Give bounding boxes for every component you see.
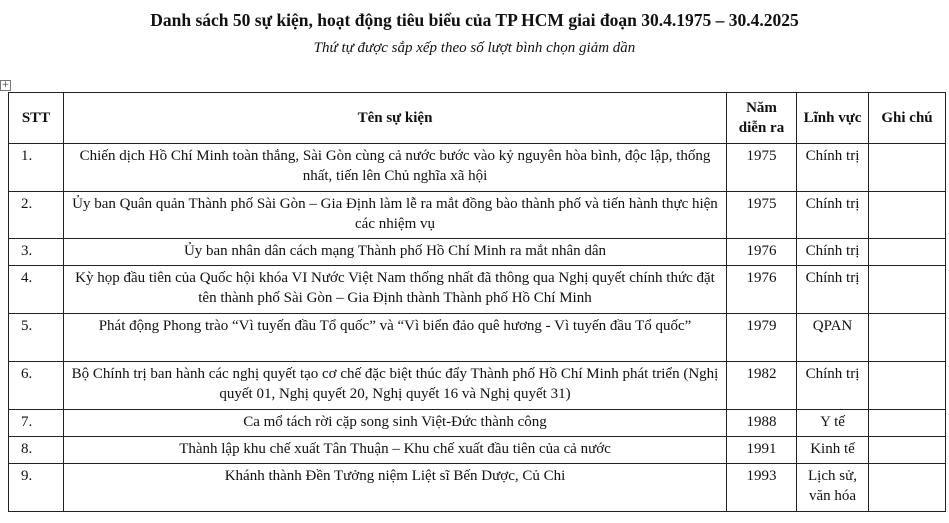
cell-stt: 4. <box>9 266 64 314</box>
cell-field: Chính trị <box>797 266 869 314</box>
table-row <box>9 192 946 239</box>
cell-year: 1975 <box>727 192 797 239</box>
table-row <box>9 362 946 410</box>
cell-note <box>869 192 946 239</box>
table-row <box>9 239 946 266</box>
cell-field: Y tế <box>797 410 869 437</box>
table-row <box>9 464 946 512</box>
cell-stt: 3. <box>9 239 64 266</box>
cell-event-name: Thành lập khu chế xuất Tân Thuận – Khu chế xuất đầu tiên của cả nước <box>64 437 727 464</box>
cell-year: 1991 <box>727 437 797 464</box>
header-stt: STT <box>9 93 64 144</box>
cell-note <box>869 410 946 437</box>
table-row <box>9 266 946 314</box>
header-field: Lĩnh vực <box>797 93 869 144</box>
cell-note <box>869 144 946 192</box>
header-event-name: Tên sự kiện <box>64 93 727 144</box>
cell-event-name: Kỳ họp đầu tiên của Quốc hội khóa VI Nước Việt Nam thống nhất đã thông qua Nghị quyết chính thức đặt tên thành phố Sài Gòn – Gia Định thành Thành phố Hồ Chí Minh <box>64 266 727 314</box>
cell-event-name: Phát động Phong trào “Vì tuyến đầu Tổ quốc” và “Vì biển đảo quê hương - Vì tuyến đầu Tổ quốc” <box>64 314 727 362</box>
cell-stt: 1. <box>9 144 64 192</box>
table-row <box>9 314 946 362</box>
cell-year: 1979 <box>727 314 797 362</box>
cell-year: 1976 <box>727 239 797 266</box>
cell-stt: 8. <box>9 437 64 464</box>
cell-stt: 2. <box>9 192 64 239</box>
cell-note <box>869 464 946 512</box>
cell-stt: 7. <box>9 410 64 437</box>
cell-event-name: Bộ Chính trị ban hành các nghị quyết tạo cơ chế đặc biệt thúc đẩy Thành phố Hồ Chí Minh phát triển (Nghị quyết 01, Nghị quyết 20, Nghị quyết 16 và Nghị quyết 31) <box>64 362 727 410</box>
cell-note <box>869 314 946 362</box>
cell-note <box>869 239 946 266</box>
cell-event-name: Ca mổ tách rời cặp song sinh Việt-Đức thành công <box>64 410 727 437</box>
cell-year: 1993 <box>727 464 797 512</box>
cell-year: 1975 <box>727 144 797 192</box>
cell-event-name: Khánh thành Đền Tưởng niệm Liệt sĩ Bến Dược, Củ Chi <box>64 464 727 512</box>
document-title: Danh sách 50 sự kiện, hoạt động tiêu biểu của TP HCM giai đoạn 30.4.1975 – 30.4.2025 <box>150 10 799 30</box>
cell-year: 1988 <box>727 410 797 437</box>
table-header-row <box>9 93 946 144</box>
cell-field: Chính trị <box>797 144 869 192</box>
table-move-handle-icon[interactable]: + <box>1 80 10 90</box>
header-year: Năm diễn ra <box>727 93 797 144</box>
table-row <box>9 410 946 437</box>
cell-event-name: Ủy ban nhân dân cách mạng Thành phố Hồ Chí Minh ra mắt nhân dân <box>64 239 727 266</box>
cell-event-name: Chiến dịch Hồ Chí Minh toàn thắng, Sài Gòn cùng cả nước bước vào kỷ nguyên hòa bình, độc lập, thống nhất, tiến lên Chủ nghĩa xã hội <box>64 144 727 192</box>
cell-field: Chính trị <box>797 192 869 239</box>
table-row <box>9 144 946 192</box>
events-table <box>8 92 946 512</box>
cell-field: Chính trị <box>797 362 869 410</box>
cell-stt: 6. <box>9 362 64 410</box>
cell-note <box>869 266 946 314</box>
document-subtitle: Thứ tự được sắp xếp theo số lượt bình chọn giảm dần <box>313 40 636 56</box>
cell-field: Chính trị <box>797 239 869 266</box>
cell-event-name: Ủy ban Quân quản Thành phố Sài Gòn – Gia Định làm lễ ra mắt đồng bào thành phố và tiến hành thực hiện các nhiệm vụ <box>64 192 727 239</box>
header-note: Ghi chú <box>869 93 946 144</box>
cell-stt: 9. <box>9 464 64 512</box>
cell-field: QPAN <box>797 314 869 362</box>
cell-year: 1976 <box>727 266 797 314</box>
cell-field: Lịch sử, văn hóa <box>797 464 869 512</box>
cell-field: Kinh tế <box>797 437 869 464</box>
cell-note <box>869 437 946 464</box>
cell-note <box>869 362 946 410</box>
table-row <box>9 437 946 464</box>
cell-stt: 5. <box>9 314 64 362</box>
cell-year: 1982 <box>727 362 797 410</box>
